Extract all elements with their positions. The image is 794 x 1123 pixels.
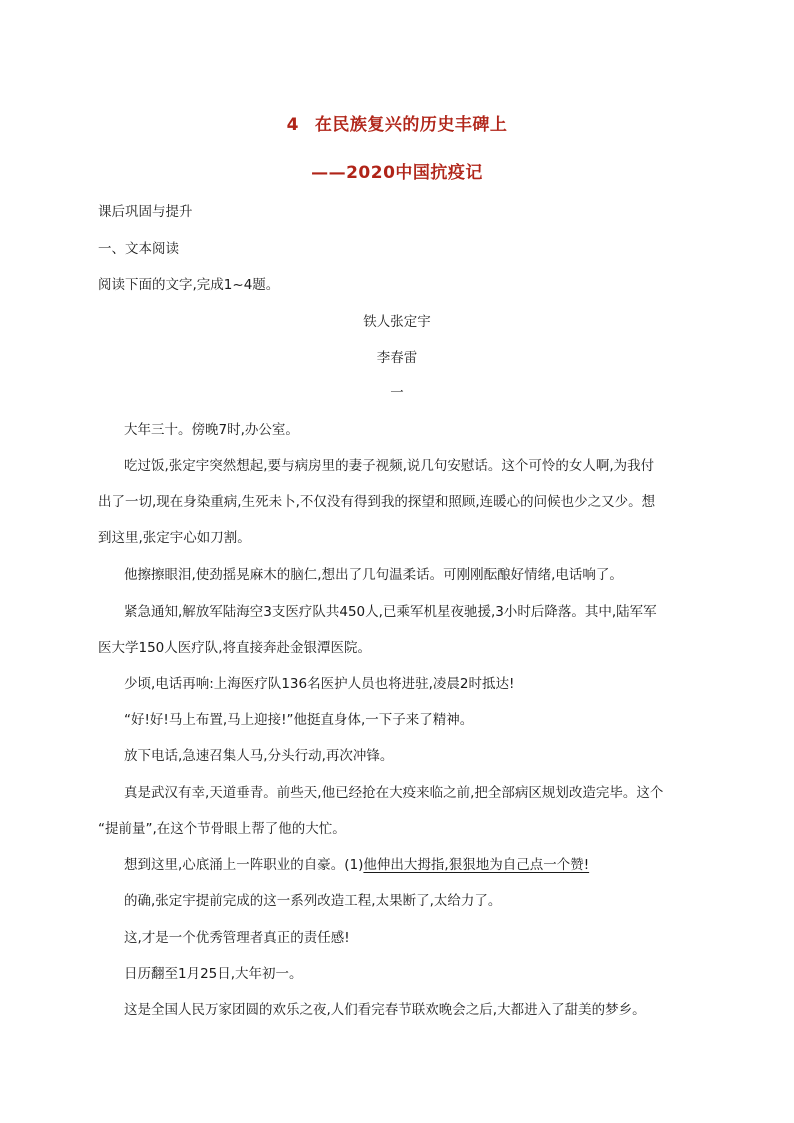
paragraph-line: 大年三十。傍晚7时,办公室。	[124, 422, 299, 438]
document-title	[0, 110, 794, 135]
paragraph-text: 想到这里,心底涌上一阵职业的自豪。	[124, 857, 345, 873]
reading-instruction: 阅读下面的文字,完成1~4题。	[98, 277, 280, 293]
paragraph-line: 日历翻至1月25日,大年初一。	[124, 966, 303, 982]
paragraph-line: 到这里,张定宇心如刀割。	[98, 530, 251, 546]
lesson-number: 4	[286, 115, 299, 135]
paragraph-line	[124, 856, 589, 874]
paragraph-line: 少顷,电话再响:上海医疗队136名医护人员也将进驻,凌晨2时抵达!	[124, 676, 515, 692]
underlined-sentence: 他伸出大拇指,狠狠地为自己点一个赞!	[363, 857, 590, 873]
paragraph-line: 放下电话,急速召集人马,分头行动,再次冲锋。	[124, 748, 394, 764]
section-mark: 一	[390, 385, 404, 401]
paragraph-line: 他擦擦眼泪,使劲摇晃麻木的脑仁,想出了几句温柔话。可刚刚酝酿好情绪,电话响了。	[124, 567, 623, 583]
section-heading: 课后巩固与提升	[98, 204, 193, 220]
article-author: 李春雷	[376, 350, 418, 366]
paragraph-line: 这,才是一个优秀管理者真正的责任感!	[124, 930, 350, 946]
paragraph-line: 出了一切,现在身染重病,生死未卜,不仅没有得到我的探望和照顾,连暖心的问候也少之又少。想	[98, 494, 656, 510]
article-title: 铁人张定宇	[363, 314, 431, 330]
question-marker: (1)	[344, 857, 364, 873]
part-heading: 一、文本阅读	[98, 241, 179, 257]
lesson-title: 在民族复兴的历史丰碑上	[314, 115, 508, 135]
paragraph-line: 真是武汉有幸,天道垂青。前些天,他已经抢在大疫来临之前,把全部病区规划改造完毕。这个	[124, 785, 664, 801]
paragraph-line: “提前量”,在这个节骨眼上帮了他的大忙。	[98, 821, 346, 837]
paragraph-line: 医大学150人医疗队,将直接奔赴金银潭医院。	[98, 640, 372, 656]
paragraph-line: “好!好!马上布置,马上迎接!”他挺直身体,一下子来了精神。	[124, 712, 474, 728]
paragraph-line: 吃过饭,张定宇突然想起,要与病房里的妻子视频,说几句安慰话。这个可怜的女人啊,为我付	[124, 458, 655, 474]
paragraph-line: 紧急通知,解放军陆海空3支医疗队共450人,已乘军机星夜驰援,3小时后降落。其中,陆军军	[124, 604, 657, 620]
document-subtitle: ——2020中国抗疫记	[311, 163, 483, 183]
paragraph-line: 这是全国人民万家团圆的欢乐之夜,人们看完春节联欢晚会之后,大都进入了甜美的梦乡。	[124, 1002, 646, 1018]
paragraph-line: 的确,张定宇提前完成的这一系列改造工程,太果断了,太给力了。	[124, 893, 502, 909]
